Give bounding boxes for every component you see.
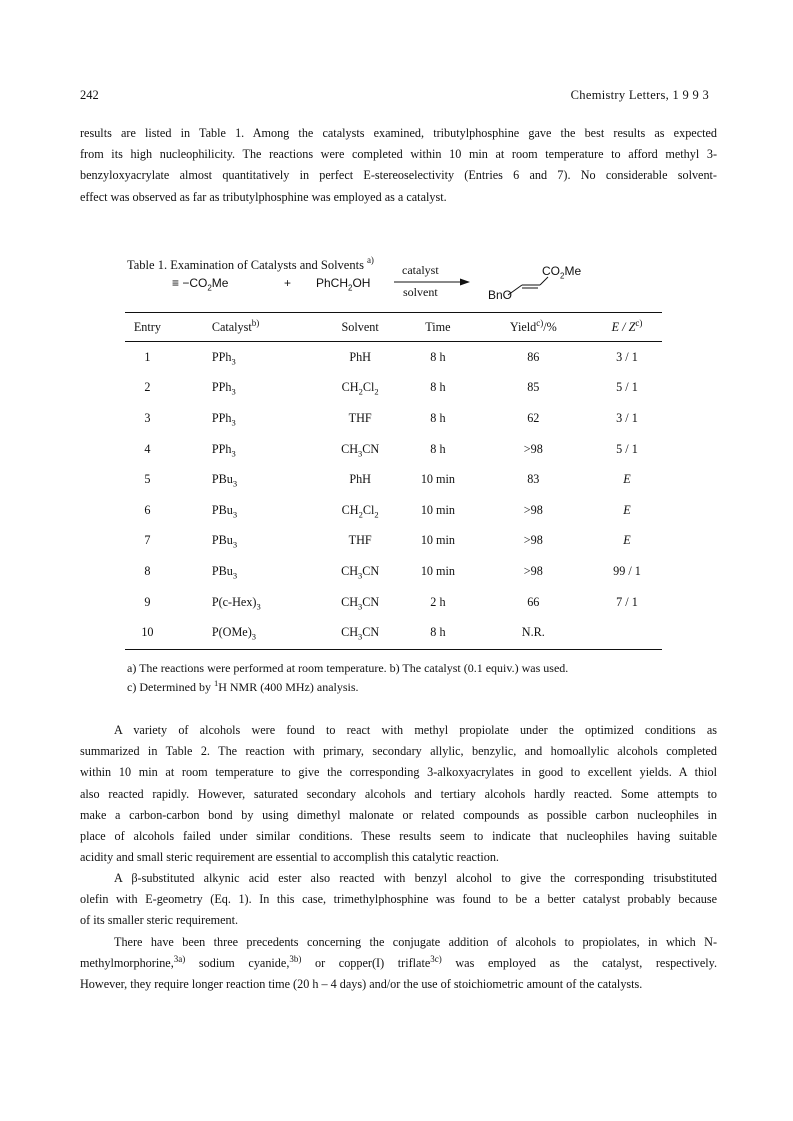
- cell-solvent: THF: [348, 410, 372, 425]
- cell-catalyst: PBu$_3$: [211, 563, 238, 581]
- cell-entry: 9: [144, 594, 151, 609]
- cell-yield: >98: [523, 502, 543, 517]
- cell-entry: 4: [144, 441, 151, 456]
- cell-solvent: $CH_3CN$: [341, 441, 380, 459]
- cell-time: 2 h: [430, 594, 446, 609]
- cell-solvent: $CH_2Cl_2$: [341, 380, 379, 397]
- text-line: methylmorphorine,$^{3a)}$ sodium cyanide,$^{3b)}$ or copper(I) triflate$^{3c)}$ was employed as the catalyst, respectively.: [80, 954, 718, 971]
- cell-time: 10 min: [420, 533, 456, 548]
- cell-entry: 6: [144, 502, 151, 517]
- cell-yield: 83: [527, 472, 540, 487]
- table-row: [125, 526, 662, 557]
- cell-entry: 2: [144, 380, 151, 395]
- cell-catalyst: PPh$_3$: [211, 380, 236, 397]
- table-row: [125, 495, 662, 526]
- text-line: However, they require longer reaction time (20 h – 4 days) and/or the use of stoichiometric amount of the catalysts.: [80, 977, 643, 992]
- journal-title: Chemistry Letters, 1 9 9 3: [570, 88, 709, 102]
- table-row: [125, 434, 662, 465]
- table-header-row: [125, 312, 662, 342]
- cell-catalyst: $P(c-Hex)_3$: [211, 594, 261, 611]
- arrow-below-label: solvent: [403, 285, 438, 299]
- header-catalyst: Catalyst$^{b)}$: [211, 317, 260, 334]
- text-line: A variety of alcohols were found to react with methyl propiolate under the optimized conditions as: [114, 723, 717, 737]
- cell-time: 10 min: [420, 563, 456, 578]
- cell-catalyst: PBu$_3$: [211, 502, 238, 520]
- cell-catalyst: PPh$_3$: [211, 410, 236, 428]
- cell-catalyst: $P(OMe)_3$: [211, 625, 257, 642]
- cell-solvent: $CH_3CN$: [341, 594, 380, 611]
- cell-solvent: PhH: [349, 349, 371, 364]
- results-table: [125, 312, 662, 648]
- cell-solvent: $CH_3CN$: [341, 563, 380, 581]
- text-line: acidity and small steric requirement are essential to accomplish this catalytic reaction.: [80, 850, 499, 865]
- cell-time: 8 h: [430, 625, 446, 640]
- cell-yield: >98: [523, 441, 543, 456]
- cell-ez: E: [623, 502, 631, 517]
- text-line: A β-substituted alkynic acid ester also reacted with benzyl alcohol to give the corresponding trisubstituted: [114, 871, 717, 885]
- header-solvent: Solvent: [341, 319, 379, 334]
- text-line: place of alcohols failed under similar conditions. These results seem to indicate that nucleophiles having suitable: [80, 829, 717, 844]
- cell-yield: 85: [527, 380, 540, 395]
- text-line: make a carbon-carbon bond by using dimethyl malonate or related compounds as possible carbon nucleophiles in: [80, 807, 717, 822]
- cell-yield: 62: [527, 410, 540, 425]
- reactant-methyl-propiolate: ≡ $-CO_2Me$: [172, 276, 229, 293]
- text-line: olefin with E-geometry (Eq. 1). In this case, trimethylphosphine was found to be a better catalyst probably because: [80, 892, 717, 907]
- cell-catalyst: PPh$_3$: [211, 441, 236, 459]
- cell-solvent: PhH: [349, 472, 371, 487]
- paragraph-beta-substituted: [80, 868, 717, 932]
- paragraph-alcohols: [80, 720, 717, 868]
- text-line: summarized in Table 2. The reaction with primary, secondary allylic, benzylic, and homoallylic alcohols completed: [80, 744, 717, 759]
- cell-entry: 10: [141, 625, 154, 640]
- product-ester-group: $CO_2Me$: [542, 264, 582, 281]
- table-footnote-2: c) Determined by $^1$H NMR (400 MHz) analysis.: [127, 678, 359, 694]
- header-entry: Entry: [133, 319, 161, 334]
- table-bottom-rule: [125, 649, 662, 650]
- table-row: [125, 556, 662, 587]
- cell-catalyst: PPh$_3$: [211, 349, 236, 367]
- cell-time: 8 h: [430, 410, 446, 425]
- cell-catalyst: PBu$_3$: [211, 533, 238, 550]
- cell-ez: 3 / 1: [616, 410, 638, 425]
- text-line: effect was observed as far as tributylphosphine was employed as a catalyst.: [80, 189, 447, 204]
- text-line: also reacted rapidly. However, saturated secondary alcohols and tertiary alcohols hardly reacted. Some attempts to: [80, 786, 717, 801]
- table-body: [125, 342, 662, 648]
- table-footnote-1: a) The reactions were performed at room temperature. b) The catalyst (0.1 equiv.) was used.: [127, 661, 569, 675]
- page-number: 242: [80, 88, 99, 102]
- cell-yield: >98: [523, 563, 543, 578]
- text-line: benzyloxyacrylate almost quantitatively in perfect E-stereoselectivity (Entries 6 and 7). No considerable solvent-: [80, 168, 717, 183]
- header-yield: Yield$^{c)}$/%: [509, 317, 557, 334]
- cell-entry: 7: [144, 533, 151, 548]
- text-line: from its high nucleophilicity. The reactions were completed within 10 min at room temperature to afford methyl 3-: [80, 147, 717, 162]
- cell-time: 8 h: [430, 380, 446, 395]
- cell-ez: [592, 617, 662, 648]
- product-benzyloxy-group: BnO: [488, 288, 513, 302]
- intro-paragraph: [80, 123, 717, 208]
- table-row: [125, 342, 662, 373]
- table-row: [125, 617, 662, 648]
- cell-solvent: $CH_2Cl_2$: [341, 502, 379, 520]
- text-line: There have been three precedents concerning the conjugate addition of alcohols to propiolates, in which N-: [114, 935, 717, 949]
- cell-yield: >98: [523, 533, 543, 548]
- reaction-scheme: [170, 262, 630, 312]
- cell-ez: E: [623, 472, 631, 487]
- text-line: of its smaller steric requirement.: [80, 913, 239, 928]
- table-row: [125, 373, 662, 404]
- cell-ez: E: [623, 533, 631, 548]
- cell-time: 10 min: [420, 472, 456, 487]
- table-row: [125, 403, 662, 434]
- plus-sign: +: [284, 276, 292, 290]
- cell-entry: 5: [144, 472, 151, 487]
- reactant-benzyl-alcohol: PhCH$_2$OH: [316, 276, 371, 293]
- cell-catalyst: PBu$_3$: [211, 472, 238, 489]
- cell-yield: N.R.: [521, 625, 545, 640]
- caption-text: Table 1. Examination of Catalysts and Solvents: [127, 258, 364, 272]
- cell-entry: 1: [144, 349, 151, 364]
- cell-yield: 86: [527, 349, 540, 364]
- cell-ez: 5 / 1: [616, 441, 638, 456]
- text-line: within 10 min at room temperature to give the corresponding 3-alkoxyacrylates in good to excellent yields. A thiol: [80, 765, 717, 780]
- cell-time: 8 h: [430, 349, 446, 364]
- cell-time: 10 min: [420, 502, 456, 517]
- header-ez: E / $Z^{c)}$: [611, 317, 643, 334]
- arrow-above-label: catalyst: [402, 263, 439, 277]
- table-row: [125, 587, 662, 618]
- paragraph-precedents: [80, 932, 717, 996]
- cell-entry: 8: [144, 563, 151, 578]
- cell-time: 8 h: [430, 441, 446, 456]
- table-row: [125, 464, 662, 495]
- caption-note: a): [366, 255, 374, 265]
- cell-ez: 3 / 1: [616, 349, 638, 364]
- header-time: Time: [425, 319, 451, 334]
- cell-solvent: $CH_3CN$: [341, 625, 380, 642]
- cell-yield: 66: [527, 594, 540, 609]
- cell-solvent: THF: [348, 533, 372, 548]
- cell-ez: 99 / 1: [613, 563, 641, 578]
- cell-ez: 7 / 1: [616, 594, 638, 609]
- cell-entry: 3: [144, 410, 151, 425]
- cell-ez: 5 / 1: [616, 380, 638, 395]
- text-line: results are listed in Table 1. Among the catalysts examined, tributylphosphine gave the best results as expected: [80, 126, 717, 140]
